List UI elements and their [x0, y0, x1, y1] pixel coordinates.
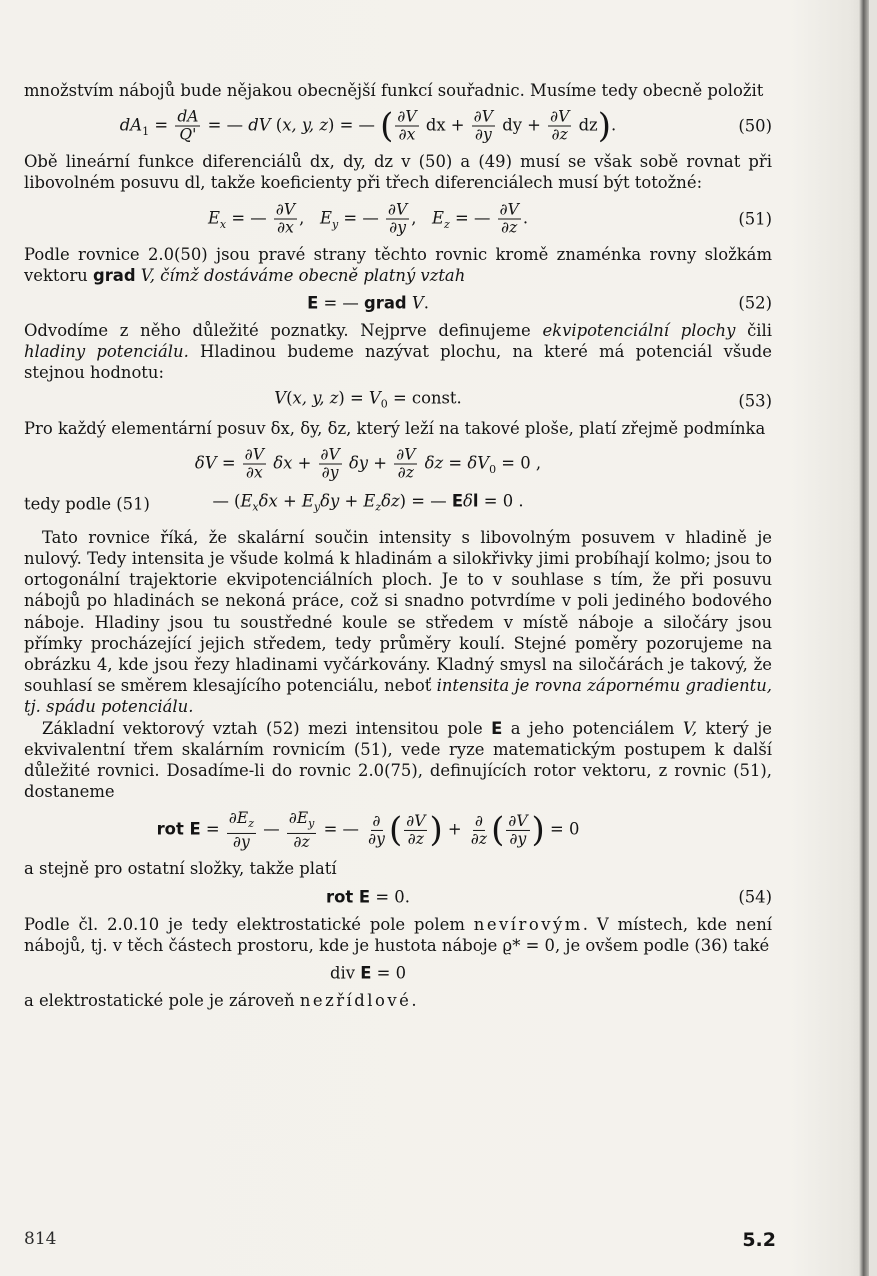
page-edge: [869, 0, 877, 1276]
equation-51: $E_x$ = — $\frac{\partial V}{\partial x}$ , $E_y$ = — $\frac{\partial V}{\partial y}$ , $E_z$ = — $\frac{\partial V}{\partial z}$ . (51): [207, 200, 772, 237]
page-content: [24, 80, 772, 1011]
binding-shadow: [859, 0, 869, 1276]
paragraph-equipotential: Odvodíme z něho důležité poznatky. Nejprve definujeme ekvipotenciální plochy čili hladiny potenciálu. Hladinou budeme nazývat plochu, na které má potenciál všude stejnou hodnotu:: [24, 321, 772, 383]
equation-number: (50): [738, 116, 772, 136]
equation-lead-text: tedy podle (51): [24, 494, 150, 514]
paragraph-other-components: a stejně pro ostatní složky, takže platí: [24, 859, 337, 879]
paragraph-orthogonal: Tato rovnice říká, že skalární součin intensity s libovolným posuvem v hladině je nulový. Tedy intensita je všude kolmá k hladinám a silokřivky jimi probíhají kolmo; jsou to ortogonální trajektorie ekvipotenciálních ploch. Je to v souhlase s tím, že při posuvu nábojů po hladinách se nekoná práce, což si snadno potvrdíme v poli jediného bodového náboje. Hladiny jsou tu soustředné koule se středem v místě náboje a siločáry jsou přímky procházející jejich středem, tedy průměry koulí. Stejné poměry pozorujeme na obrázku 4, kde jsou řezy hladinami vyčárkovány. Kladný smysl na siločárách je takový, že souhlasí se směrem klesajícího potenciálu, neboť intensita je rovna zápornému gradientu, tj. spádu potenciálu.: [24, 527, 772, 717]
equation-number: (52): [738, 293, 772, 313]
equation-number: (51): [738, 209, 772, 229]
equation-54: rot E = 0. (54): [326, 887, 772, 907]
page-number: 814: [24, 1229, 57, 1249]
equation-53: V(x, y, $z) = V_0$ = const. (53): [274, 387, 772, 411]
paragraph-solenoidal: a elektrostatické pole je zároveň nezřídlové.: [24, 991, 417, 1011]
equation-rot-component: rot E = $\frac{\partial E_z}{\partial y}$ — $\frac{\partial E_y}{\partial z}$ = — $\frac{\partial}{\partial y}$ ( $\frac{\partial V}{\partial z}$ ) + $\frac{\partial}{\partial z}$ ( $\frac{\partial V}{\partial y}$ ) = 0: [156, 809, 580, 851]
paragraph-irrotational: Podle čl. 2.0.10 je tedy elektrostatické pole polem nevírovým. V místech, kde není nábojů, tj. v těch částech prostoru, kde je hustota náboje ϱ* = 0, je ovšem podle (36) také: [24, 914, 772, 955]
paragraph-linear-functions: Obě lineární funkce diferenciálů dx, dy, dz v (50) a (49) musí se však sobě rovnat při libovolném posuvu dl, takže koeficienty při třech diferenciálech musí být totožné:: [24, 152, 772, 193]
section-number: 5.2: [742, 1229, 776, 1251]
equation-50: $dA_1$ = $\frac{dA}{Q'}$ = — dV (x, y, z) = — ( $\frac{\partial V}{\partial x}$ dx + $\frac{\partial V}{\partial y}$ dy + $\frac{\partial V}{\partial z}$ dz). (50): [119, 106, 772, 147]
equation-div: div E = 0: [329, 963, 406, 983]
equation-number: (54): [738, 887, 772, 907]
equation-number: (53): [738, 391, 772, 411]
equation-dot-product: tedy podle (51) — $(E_x\delta x + E_y\delta y + E_z\delta z)$ = — Eδl = 0 .: [24, 491, 524, 514]
paragraph-grad: Podle rovnice 2.0(50) jsou pravé strany těchto rovnic kromě znaménka rovny složkám vektoru grad V, čímž dostáváme obecně platný vztah: [24, 244, 772, 285]
paragraph-intro: množstvím nábojů bude nějakou obecnější funkcí souřadnic. Musíme tedy obecně položit: [24, 81, 764, 100]
equation-52: E = — grad V. (52): [307, 293, 772, 313]
paragraph-vector-relation: Základní vektorový vztah (52) mezi intensitou pole E a jeho potenciálem V, který je ekvivalentní třem skalárním rovnicím (51), vede ryze matematickým postupem k další důležité rovnici. Dosadíme-li do rovnic 2.0(75), definujících rotor vektoru, z rovnic (51), dostaneme: [24, 718, 772, 802]
equation-delta-v: δV = $\frac{\partial V}{\partial x}$ δx + $\frac{\partial V}{\partial y}$ δy + $\frac{\partial V}{\partial z}$ $\delta z = \delta V_0 = 0$ ,: [194, 445, 542, 482]
paragraph-elementary-shift: Pro každý elementární posuv δx, δy, δz, který leží na takové ploše, platí zřejmě podmínka: [24, 418, 766, 438]
